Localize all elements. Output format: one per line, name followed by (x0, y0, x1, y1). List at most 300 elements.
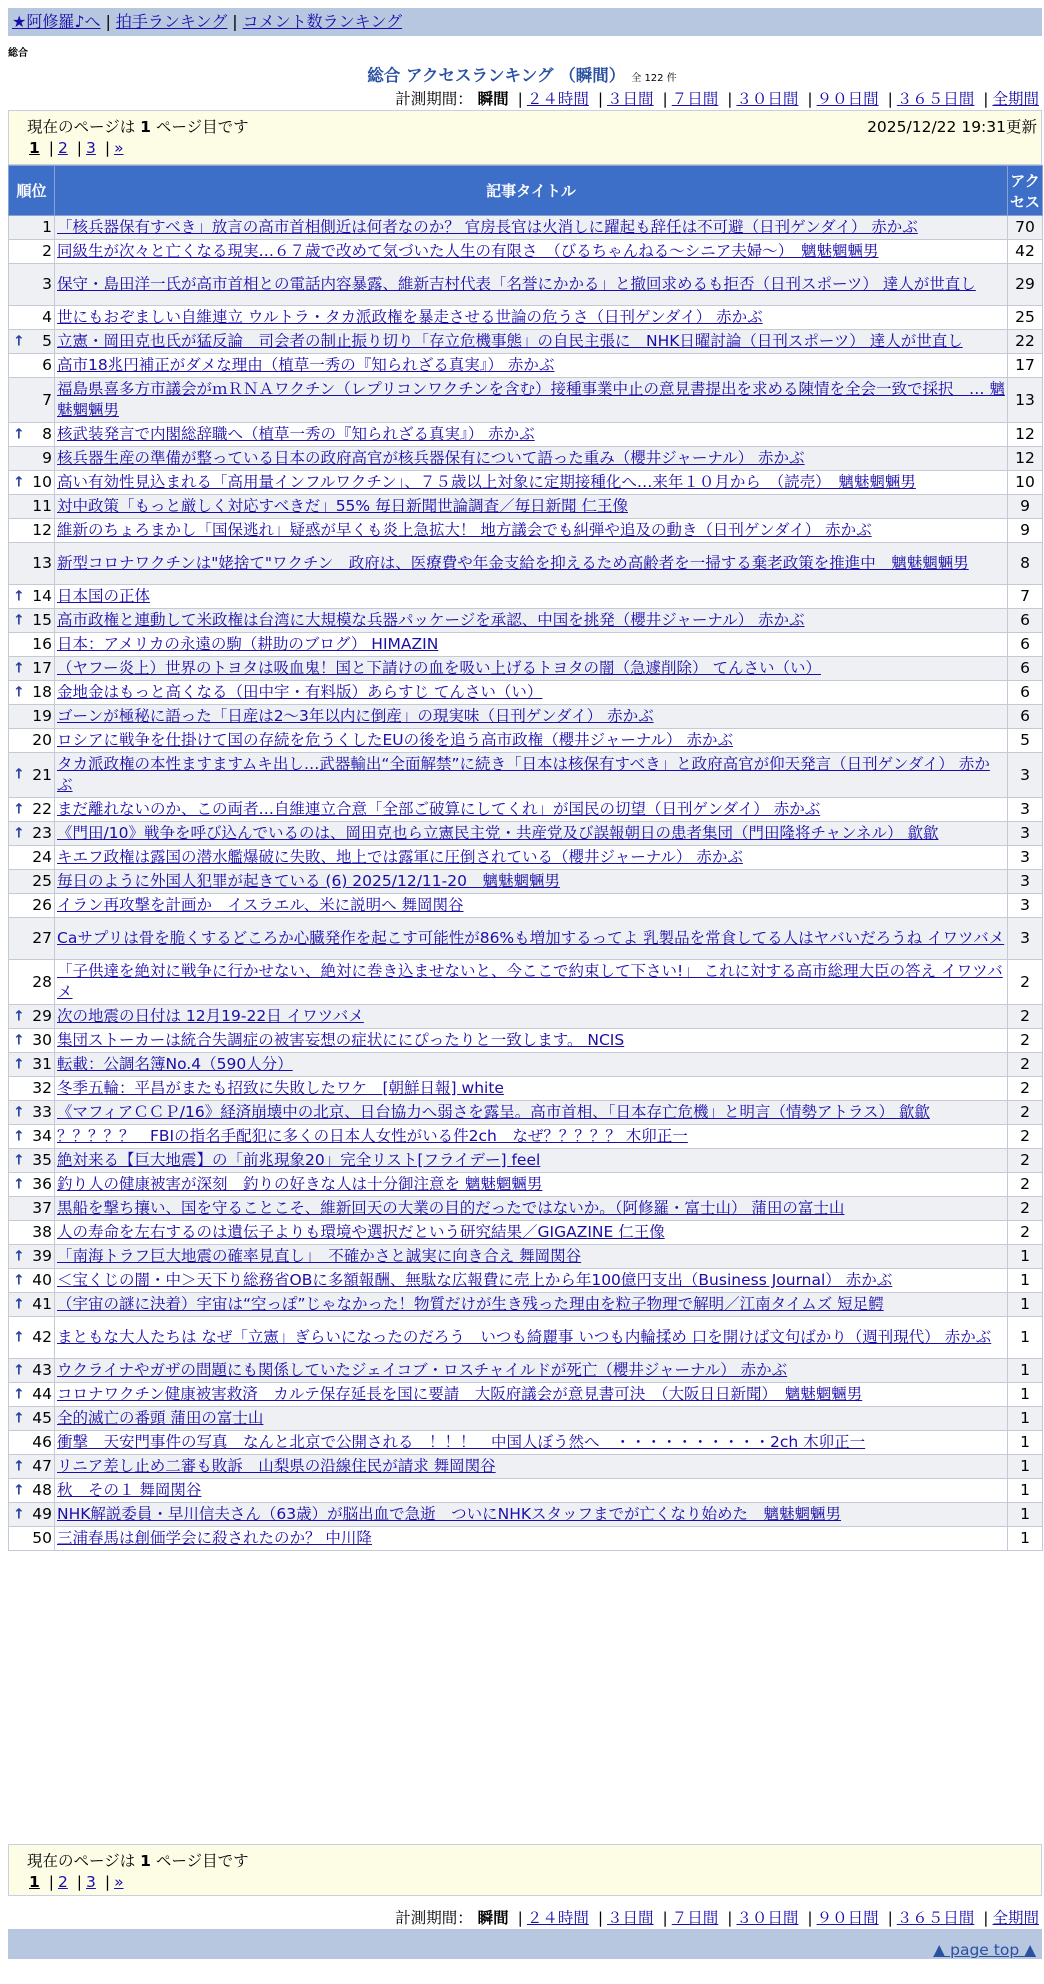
title-cell (55, 1503, 1008, 1527)
rank-cell (9, 960, 55, 1005)
rank-number: 22 (32, 800, 52, 818)
rank-up-arrow-icon: ↑ (13, 1248, 25, 1264)
rank-cell (9, 822, 55, 846)
title-cell (55, 1053, 1008, 1077)
rank-up-arrow-icon: ↑ (13, 426, 25, 442)
rank-up-arrow-icon: ↑ (13, 1176, 25, 1192)
table-row (9, 1077, 1043, 1101)
access-count: 2 (1008, 1125, 1043, 1149)
rank-cell (9, 609, 55, 633)
table-row (9, 1527, 1043, 1551)
article-title-link[interactable]: 世にもおぞましい自維連立 ウルトラ・タカ派政権を暴走させる世論の危うさ（日刊ゲンダイ） 赤かぶ (57, 308, 763, 326)
access-count: 6 (1008, 657, 1043, 681)
rank-cell (9, 1431, 55, 1455)
rank-number: 35 (32, 1151, 52, 1169)
rank-number: 1 (42, 218, 52, 236)
period-link-90d[interactable]: ９０日間 (816, 90, 879, 108)
rank-cell (9, 1029, 55, 1053)
rank-up-arrow-icon: ↑ (13, 1008, 25, 1024)
page-prefix: 現在のページは (27, 1852, 136, 1870)
title-cell (55, 1293, 1008, 1317)
article-title-link[interactable]: イラン再攻撃を計画か イスラエル、米に説明へ 舞岡関谷 (57, 896, 464, 914)
rank-number: 13 (32, 554, 52, 572)
rank-number: 2 (42, 242, 52, 260)
rank-number: 42 (32, 1328, 52, 1346)
rank-number: 4 (42, 308, 52, 326)
rank-number: 41 (32, 1295, 52, 1313)
title-cell (55, 1173, 1008, 1197)
page-title (0, 62, 1044, 86)
article-title-link[interactable]: ロシアに戦争を仕掛けて国の存続を危うくしたEUの後を追う高市政権（櫻井ジャーナル） 赤かぶ (57, 731, 733, 749)
article-title-link[interactable]: ？？？？？ FBIの指名手配犯に多くの日本人女性がいる件2ch なぜ？？？？？ 木卯正一 (57, 1127, 688, 1145)
title-cell (55, 495, 1008, 519)
access-count: 2 (1008, 1173, 1043, 1197)
access-count: 22 (1008, 330, 1043, 354)
table-row (9, 822, 1043, 846)
table-row (9, 216, 1043, 240)
table-row (9, 1197, 1043, 1221)
rank-number: 15 (32, 611, 52, 629)
header-title: 記事タイトル (55, 166, 1008, 216)
pager-current: 1 (29, 139, 40, 157)
rank-number: 27 (32, 929, 52, 947)
pager-separator: | (104, 139, 111, 157)
article-title-link[interactable]: 日本：アメリカの永遠の駒（耕助のブログ） HIMAZIN (57, 635, 439, 653)
pager-current: 1 (29, 1873, 40, 1891)
rank-cell (9, 264, 55, 306)
access-count: 2 (1008, 1101, 1043, 1125)
rank-up-arrow-icon: ↑ (13, 1482, 25, 1498)
period-separator: | (887, 1909, 893, 1927)
period-link-3d[interactable]: ３日間 (607, 90, 654, 108)
article-title-link[interactable]: 秋 その１ 舞岡関谷 (57, 1481, 202, 1499)
period-link-365d[interactable]: ３６５日間 (896, 1909, 975, 1927)
article-title-link[interactable]: 金地金はもっと高くなる（田中宇・有料版）あらすじ てんさい（い） (57, 683, 543, 701)
rank-number: 37 (32, 1199, 52, 1217)
access-count: 1 (1008, 1245, 1043, 1269)
title-cell (55, 1149, 1008, 1173)
rank-up-arrow-icon: ↑ (13, 1458, 25, 1474)
title-cell (55, 354, 1008, 378)
rank-number: 8 (42, 425, 52, 443)
rank-cell (9, 1173, 55, 1197)
rank-cell (9, 729, 55, 753)
article-title-link[interactable]: 「子供達を絶対に戦争に行かせない、絶対に巻き込ませないと、今ここで約束して下さい!」 これに対する高市総理大臣の答え イワツバメ (57, 962, 1003, 1001)
period-link-24h[interactable]: ２４時間 (526, 90, 589, 108)
title-cell (55, 423, 1008, 447)
section-tag: 総合 (8, 48, 28, 59)
rank-cell (9, 1407, 55, 1431)
rank-cell (9, 870, 55, 894)
nav-separator: | (232, 12, 238, 31)
pager-link-3[interactable]: 3 (86, 139, 96, 157)
table-row (9, 753, 1043, 798)
rank-number: 28 (32, 972, 52, 991)
rank-number: 48 (32, 1481, 52, 1499)
article-title-link[interactable]: 高市政権と連動して米政権は台湾に大規模な兵器パッケージを承認、中国を挑発（櫻井ジャーナル） 赤かぶ (57, 611, 805, 629)
table-row (9, 240, 1043, 264)
article-title-link[interactable]: 集団ストーカーは統合失調症の被害妄想の症状ににぴったりと一致します。 NCIS (57, 1031, 625, 1049)
access-count: 12 (1008, 447, 1043, 471)
article-title-link[interactable]: 「核兵器保有すべき」放言の高市首相側近は何者なのか？ 官房長官は火消しに躍起も辞任は不可避（日刊ゲンダイ） 赤かぶ (57, 218, 918, 236)
title-cell (55, 378, 1008, 423)
rank-number: 12 (32, 521, 52, 539)
rank-number: 19 (32, 707, 52, 725)
article-title-link[interactable]: 三浦春馬は創価学会に殺されたのか？ 中川降 (57, 1529, 372, 1547)
article-title-link[interactable]: 対中政策「もっと厳しく対応すべきだ」55% 毎日新聞世論調査／毎日新聞 仁王像 (57, 497, 628, 515)
rank-cell (9, 846, 55, 870)
period-link-365d[interactable]: ３６５日間 (896, 90, 975, 108)
rank-number: 25 (32, 872, 52, 890)
rank-cell (9, 1125, 55, 1149)
rank-cell (9, 306, 55, 330)
table-row (9, 306, 1043, 330)
rank-number: 16 (32, 635, 52, 653)
access-count: 1 (1008, 1383, 1043, 1407)
table-row (9, 1269, 1043, 1293)
period-link-all[interactable]: 全期間 (992, 1909, 1039, 1927)
table-row (9, 1293, 1043, 1317)
title-cell (55, 609, 1008, 633)
article-title-link[interactable]: 全的滅亡の番頭 蒲田の富士山 (57, 1409, 264, 1427)
table-row (9, 1359, 1043, 1383)
rank-number: 40 (32, 1271, 52, 1289)
rank-cell (9, 543, 55, 585)
rank-number: 29 (32, 1007, 52, 1025)
period-separator: | (807, 1909, 813, 1927)
period-label: 計測期間： (395, 90, 473, 108)
title-cell (55, 1527, 1008, 1551)
rank-number: 44 (32, 1385, 52, 1403)
table-row (9, 1407, 1043, 1431)
rank-cell (9, 1293, 55, 1317)
table-row (9, 1221, 1043, 1245)
access-count: 13 (1008, 378, 1043, 423)
rank-number: 36 (32, 1175, 52, 1193)
rank-up-arrow-icon: ↑ (13, 333, 25, 349)
rank-cell (9, 918, 55, 960)
period-link-7d[interactable]: ７日間 (671, 1909, 719, 1927)
table-row (9, 1479, 1043, 1503)
title-cell (55, 1431, 1008, 1455)
access-count: 2 (1008, 1053, 1043, 1077)
rank-cell (9, 1359, 55, 1383)
article-title-link[interactable]: 毎日のように外国人犯罪が起きている (6) 2025/12/11-20 魑魅魍魎男 (57, 872, 560, 890)
rank-cell (9, 657, 55, 681)
table-row (9, 870, 1043, 894)
access-count: 1 (1008, 1269, 1043, 1293)
pager-separator: | (48, 139, 54, 157)
title-cell (55, 633, 1008, 657)
period-separator: | (597, 1909, 604, 1927)
article-title-link[interactable]: Caサプリは骨を脆くするどころか心臓発作を起こす可能性が86%も増加するってよ 乳製品を常食してる人はヤバいだろうね イワツバメ (57, 929, 1005, 947)
period-link-90d[interactable]: ９０日間 (816, 1909, 879, 1927)
period-link-30d[interactable]: ３０日間 (736, 90, 799, 108)
table-row (9, 519, 1043, 543)
rank-up-arrow-icon: ↑ (13, 474, 25, 490)
article-title-link[interactable]: ＜宝くじの闇・中＞天下り総務省OBに多額報酬、無駄な広報費に売上から年100億円支出（Business Journal） 赤かぶ (57, 1271, 893, 1289)
access-count: 1 (1008, 1407, 1043, 1431)
rank-cell (9, 681, 55, 705)
article-title-link[interactable]: 核兵器生産の準備が整っている日本の政府高官が核兵器保有について語った重み（櫻井ジャーナル） 赤かぶ (57, 449, 805, 467)
table-row (9, 1053, 1043, 1077)
article-title-link[interactable]: 人の寿命を左右するのは遺伝子よりも環境や選択だという研究結果／GIGAZINE 仁王像 (57, 1223, 665, 1241)
article-title-link[interactable]: 維新のちょろまかし「国保逃れ」疑惑が早くも炎上急拡大！ 地方議会でも糾弾や追及の動き（日刊ゲンダイ） 赤かぶ (57, 521, 872, 539)
rank-cell (9, 1101, 55, 1125)
access-count: 3 (1008, 822, 1043, 846)
table-row (9, 1005, 1043, 1029)
period-link-all[interactable]: 全期間 (992, 90, 1039, 108)
article-title-link[interactable]: 高い有効性見込まれる「高用量インフルワクチン」、７５歳以上対象に定期接種化へ…来年１０月から （読売） 魑魅魍魎男 (57, 473, 916, 491)
article-title-link[interactable]: キエフ政権は露国の潜水艦爆破に失敗、地上では露軍に圧倒されている（櫻井ジャーナル） 赤かぶ (57, 848, 743, 866)
article-title-link[interactable]: ゴーンが極秘に語った「日産は2～3年以内に倒産」の現実味（日刊ゲンダイ） 赤かぶ (57, 707, 654, 725)
article-title-link[interactable]: （ヤフー炎上）世界のトヨタは吸血鬼！国と下請けの血を吸い上げるトヨタの闇（急遽削除） てんさい（い） (57, 659, 821, 677)
article-title-link[interactable]: 黒船を撃ち攘い、国を守ることこそ、維新回天の大業の目的だったではないか。（阿修羅・富士山） 蒲田の富士山 (57, 1199, 845, 1217)
rank-cell (9, 894, 55, 918)
period-link-3d[interactable]: ３日間 (607, 1909, 654, 1927)
rank-number: 23 (32, 824, 52, 842)
access-count: 12 (1008, 423, 1043, 447)
access-count: 3 (1008, 753, 1043, 798)
access-count: 3 (1008, 894, 1043, 918)
rank-up-arrow-icon: ↑ (13, 1506, 25, 1522)
title-cell (55, 1269, 1008, 1293)
rank-cell (9, 1269, 55, 1293)
rank-number: 33 (32, 1103, 52, 1121)
title-cell (55, 1455, 1008, 1479)
article-title-link[interactable]: 絶対来る【巨大地震】の「前兆現象20」完全リスト[フライデー] feel (57, 1151, 541, 1169)
period-separator: | (887, 90, 893, 108)
rank-number: 3 (42, 275, 52, 293)
table-row (9, 894, 1043, 918)
period-link-30d[interactable]: ３０日間 (736, 1909, 799, 1927)
pager-bottom (29, 1873, 124, 1891)
article-title-link[interactable]: 釣り人の健康被害が深刻 釣りの好きな人は十分御注意を 魑魅魍魎男 (57, 1175, 543, 1193)
rank-number: 6 (42, 356, 52, 374)
rank-cell (9, 1527, 55, 1551)
table-row (9, 705, 1043, 729)
rank-number: 45 (32, 1409, 52, 1427)
rank-cell (9, 1221, 55, 1245)
article-title-link[interactable]: 高市18兆円補正がダメな理由（植草一秀の『知られざる真実』） 赤かぶ (57, 356, 555, 374)
rank-number: 50 (32, 1529, 52, 1547)
rank-cell (9, 447, 55, 471)
title-cell (55, 822, 1008, 846)
article-title-link[interactable]: 日本国の正体 (57, 587, 151, 605)
title-cell (55, 306, 1008, 330)
title-cell (55, 471, 1008, 495)
title-cell (55, 798, 1008, 822)
pager-separator: | (104, 1873, 111, 1891)
rank-cell (9, 585, 55, 609)
access-count: 2 (1008, 1197, 1043, 1221)
pager-next[interactable]: » (114, 1873, 124, 1891)
article-title-link[interactable]: タカ派政権の本性ますますムキ出し…武器輸出“全面解禁”に続き「日本は核保有すべき」と政府高官が仰天発言（日刊ゲンダイ） 赤かぶ (57, 755, 990, 794)
table-row (9, 1383, 1043, 1407)
title-cell (55, 1005, 1008, 1029)
page-prefix: 現在のページは (27, 118, 136, 136)
access-count: 1 (1008, 1455, 1043, 1479)
page-info-bottom (8, 1844, 1042, 1896)
rank-up-arrow-icon: ↑ (13, 588, 25, 604)
title-cell (55, 894, 1008, 918)
rank-up-arrow-icon: ↑ (13, 801, 25, 817)
table-row (9, 423, 1043, 447)
comment-ranking-link[interactable]: コメント数ランキング (242, 12, 403, 31)
article-title-link[interactable]: 転載：公調名簿No.4（590人分） (57, 1055, 293, 1073)
article-title-link[interactable]: 《門田/10》戦争を呼び込んでいるのは、岡田克也ら立憲民主党・共産党及び誤報朝日の患者集団（門田隆将チャンネル） 歙歙 (57, 824, 939, 842)
page-top-link[interactable]: ▲ page top ▲ (933, 1941, 1036, 1959)
article-title-link[interactable]: 次の地震の日付は 12月19-22日 イワツバメ (57, 1007, 364, 1025)
title-cell (55, 1245, 1008, 1269)
title-cell (55, 519, 1008, 543)
header-rank: 順位 (9, 166, 55, 216)
article-title-link[interactable]: 冬季五輪：平昌がまたも招致に失敗したワケ [朝鮮日報] white (57, 1079, 504, 1097)
page-number: 1 (140, 118, 151, 136)
table-row (9, 1431, 1043, 1455)
article-title-link[interactable]: 衝撃 天安門事件の写真 なんと北京で公開される ！！！ 中国人ぼう然へ ・・・・・・・・・・2ch 木卯正一 (57, 1433, 866, 1451)
access-count: 9 (1008, 519, 1043, 543)
rank-cell (9, 330, 55, 354)
table-row (9, 1149, 1043, 1173)
access-count: 25 (1008, 306, 1043, 330)
rank-number: 21 (32, 765, 52, 784)
home-link[interactable]: ★阿修羅♪へ (12, 12, 101, 31)
rank-up-arrow-icon: ↑ (13, 612, 25, 628)
access-count: 3 (1008, 798, 1043, 822)
access-count: 9 (1008, 495, 1043, 519)
pager-top (29, 139, 124, 157)
article-title-link[interactable]: 福島県喜多方市議会がｍＲＮＡワクチン（レプリコンワクチンを含む）接種事業中止の意見書提出を求める陳情を全会一致で採択 … 魑魅魍魎男 (57, 380, 1005, 419)
title-cell (55, 1125, 1008, 1149)
rank-cell (9, 705, 55, 729)
rank-cell (9, 633, 55, 657)
access-count: 2 (1008, 1077, 1043, 1101)
rank-number: 20 (32, 731, 52, 749)
access-count: 3 (1008, 918, 1043, 960)
access-count: 17 (1008, 354, 1043, 378)
rank-up-arrow-icon: ↑ (13, 1128, 25, 1144)
article-title-link[interactable]: リニア差し止め二審も敗訴 山梨県の沿線住民が請求 舞岡関谷 (57, 1457, 496, 1475)
rank-cell (9, 471, 55, 495)
clap-ranking-link[interactable]: 拍手ランキング (115, 12, 228, 31)
access-count: 42 (1008, 240, 1043, 264)
period-separator: | (662, 90, 668, 108)
pager-link-3[interactable]: 3 (86, 1873, 96, 1891)
table-row (9, 471, 1043, 495)
article-title-link[interactable]: まだ離れないのか、この両者…自維連立合意「全部ご破算にしてくれ」が国民の切望（日刊ゲンダイ） 赤かぶ (57, 800, 821, 818)
period-separator: | (807, 90, 813, 108)
access-count: 8 (1008, 543, 1043, 585)
access-count: 1 (1008, 1317, 1043, 1359)
rank-up-arrow-icon: ↑ (13, 660, 25, 676)
article-title-link[interactable]: コロナワクチン健康被害救済 カルテ保存延長を国に要請 大阪府議会が意見書可決 （大阪日日新聞） 魑魅魍魎男 (57, 1385, 863, 1403)
rank-cell (9, 1197, 55, 1221)
rank-number: 5 (42, 332, 52, 350)
title-cell (55, 753, 1008, 798)
rank-up-arrow-icon: ↑ (13, 1056, 25, 1072)
ranking-title: 総合 アクセスランキング （瞬間） (367, 66, 626, 85)
table-row (9, 543, 1043, 585)
table-row (9, 846, 1043, 870)
rank-cell (9, 1005, 55, 1029)
pager-link-2[interactable]: 2 (57, 1873, 68, 1891)
rank-cell (9, 1077, 55, 1101)
access-count: 2 (1008, 960, 1043, 1005)
table-row (9, 633, 1043, 657)
article-title-link[interactable]: NHK解説委員・早川信夫さん（63歳）が脳出血で急逝 ついにNHKスタッフまでが亡くなり始めた 魑魅魍魎男 (57, 1505, 842, 1523)
pager-next[interactable]: » (114, 139, 124, 157)
page-indicator (27, 1849, 249, 1871)
rank-number: 34 (32, 1127, 52, 1145)
rank-number: 9 (42, 449, 52, 467)
access-count: 2 (1008, 1005, 1043, 1029)
access-count: 6 (1008, 681, 1043, 705)
table-row (9, 1455, 1043, 1479)
access-count: 6 (1008, 633, 1043, 657)
article-title-link[interactable]: ウクライナやガザの問題にも関係していたジェイコブ・ロスチャイルドが死亡（櫻井ジャーナル） 赤かぶ (57, 1361, 788, 1379)
rank-number: 31 (32, 1055, 52, 1073)
title-cell (55, 447, 1008, 471)
article-title-link[interactable]: 《マフィアＣＣＰ/16》経済崩壊中の北京、日台協力へ弱さを露呈。高市首相、「日本存亡危機」と明言（情勢アトラス） 歙歙 (57, 1103, 930, 1121)
nav-separator: | (105, 12, 111, 31)
title-cell (55, 681, 1008, 705)
page-suffix: ページ目です (155, 118, 249, 136)
rank-up-arrow-icon: ↑ (13, 1296, 25, 1312)
table-row (9, 585, 1043, 609)
table-row (9, 729, 1043, 753)
rank-cell (9, 1317, 55, 1359)
title-cell (55, 846, 1008, 870)
title-cell (55, 1077, 1008, 1101)
title-cell (55, 264, 1008, 306)
table-row (9, 354, 1043, 378)
ranking-body (9, 216, 1043, 1551)
rank-up-arrow-icon: ↑ (13, 825, 25, 841)
period-link-7d[interactable]: ７日間 (671, 90, 719, 108)
article-title-link[interactable]: 核武装発言で内閣総辞職へ（植草一秀の『知られざる真実』） 赤かぶ (57, 425, 535, 443)
rank-up-arrow-icon: ↑ (13, 1329, 25, 1345)
period-current: 瞬間 (477, 90, 509, 108)
rank-up-arrow-icon: ↑ (13, 1410, 25, 1426)
table-row (9, 264, 1043, 306)
access-count: 2 (1008, 1149, 1043, 1173)
rank-number: 17 (32, 659, 52, 677)
title-cell (55, 918, 1008, 960)
rank-number: 30 (32, 1031, 52, 1049)
period-link-24h[interactable]: ２４時間 (526, 1909, 589, 1927)
table-row (9, 1503, 1043, 1527)
article-title-link[interactable]: 立憲・岡田克也氏が猛反論 司会者の制止振り切り「存立危機事態」の自民主張に NHK日曜討論（日刊スポーツ） 達人が世直し (57, 332, 963, 350)
article-title-link[interactable]: まともな大人たちは なぜ「立憲」ぎらいになったのだろう いつも綺麗事 いつも内輪揉め 口を開けば文句ばかり（週刊現代） 赤かぶ (57, 1328, 992, 1346)
article-title-link[interactable]: 保守・島田洋一氏が高市首相との電話内容暴露、維新吉村代表「名誉にかかる」と撤回求めるも拒否（日刊スポーツ） 達人が世直し (57, 275, 976, 293)
article-title-link[interactable]: 新型コロナワクチンは"姥捨て"ワクチン 政府は、医療費や年金支給を抑えるため高齢者を一掃する棄老政策を推進中 魑魅魍魎男 (57, 554, 969, 572)
period-separator: | (597, 90, 604, 108)
title-cell (55, 870, 1008, 894)
period-separator: | (662, 1909, 668, 1927)
pager-link-2[interactable]: 2 (57, 139, 68, 157)
rank-cell (9, 1503, 55, 1527)
pager-separator: | (48, 1873, 54, 1891)
period-selector-bottom (395, 1906, 1039, 1928)
title-cell (55, 585, 1008, 609)
table-row (9, 495, 1043, 519)
article-title-link[interactable]: 「南海トラフ巨大地震の確率見直し」 不確かさと誠実に向き合え 舞岡関谷 (57, 1247, 582, 1265)
top-nav-bar (8, 8, 1042, 36)
article-title-link[interactable]: （宇宙の謎に決着）宇宙は“空っぽ”じゃなかった！物質だけが生き残った理由を粒子物理で解明／江南タイムズ 短足鰐 (57, 1295, 884, 1313)
article-title-link[interactable]: 同級生が次々と亡くなる現実…６７歳で改めて気づいた人生の有限さ （びるちゃんねる～シニア夫婦～） 魑魅魍魎男 (57, 242, 879, 260)
title-cell (55, 960, 1008, 1005)
